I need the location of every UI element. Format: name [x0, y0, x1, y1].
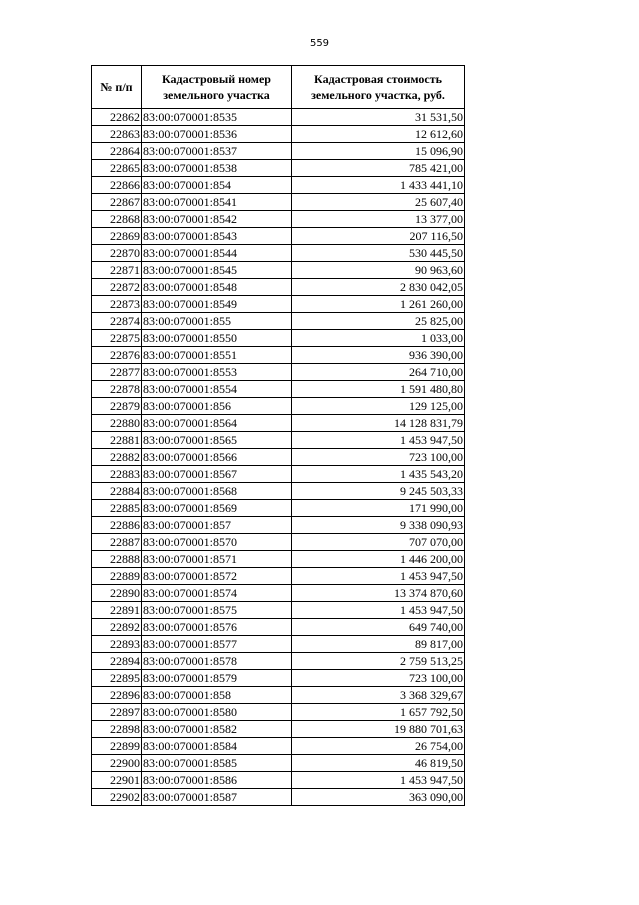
cadastral-cost: 19 880 701,63 [292, 721, 465, 738]
row-number: 22869 [92, 228, 142, 245]
table-row [92, 330, 465, 347]
row-number: 22900 [92, 755, 142, 772]
row-number: 22880 [92, 415, 142, 432]
cadastral-number: 83:00:070001:8584 [142, 738, 292, 755]
cadastral-number: 83:00:070001:8550 [142, 330, 292, 347]
cadastral-number: 83:00:070001:8565 [142, 432, 292, 449]
cadastral-number: 83:00:070001:8536 [142, 126, 292, 143]
table-row [92, 296, 465, 313]
row-number: 22902 [92, 789, 142, 806]
row-number: 22891 [92, 602, 142, 619]
cadastral-number: 83:00:070001:8571 [142, 551, 292, 568]
row-number: 22894 [92, 653, 142, 670]
row-number: 22871 [92, 262, 142, 279]
cadastral-number: 83:00:070001:8570 [142, 534, 292, 551]
table-row [92, 483, 465, 500]
table-row [92, 109, 465, 126]
table-row [92, 364, 465, 381]
row-number: 22899 [92, 738, 142, 755]
row-number: 22863 [92, 126, 142, 143]
table-row [92, 636, 465, 653]
table-row [92, 653, 465, 670]
cadastral-cost: 1 591 480,80 [292, 381, 465, 398]
row-number: 22883 [92, 466, 142, 483]
row-number: 22885 [92, 500, 142, 517]
row-number: 22864 [92, 143, 142, 160]
row-number: 22865 [92, 160, 142, 177]
table-row [92, 177, 465, 194]
cadastral-cost: 2 759 513,25 [292, 653, 465, 670]
cadastral-number: 83:00:070001:8567 [142, 466, 292, 483]
cadastral-number: 83:00:070001:8579 [142, 670, 292, 687]
row-number: 22868 [92, 211, 142, 228]
table-row [92, 160, 465, 177]
cadastral-number: 83:00:070001:8538 [142, 160, 292, 177]
cadastral-number: 83:00:070001:8541 [142, 194, 292, 211]
table-row [92, 534, 465, 551]
cadastral-cost: 171 990,00 [292, 500, 465, 517]
table-row [92, 619, 465, 636]
cadastral-cost: 26 754,00 [292, 738, 465, 755]
cadastral-number: 83:00:070001:8572 [142, 568, 292, 585]
cadastral-value-table [91, 65, 465, 806]
row-number: 22870 [92, 245, 142, 262]
cadastral-number: 83:00:070001:8566 [142, 449, 292, 466]
cadastral-cost: 1 446 200,00 [292, 551, 465, 568]
table-row [92, 398, 465, 415]
row-number: 22901 [92, 772, 142, 789]
row-number: 22876 [92, 347, 142, 364]
cadastral-number: 83:00:070001:8545 [142, 262, 292, 279]
row-number: 22890 [92, 585, 142, 602]
cadastral-cost: 1 261 260,00 [292, 296, 465, 313]
row-number: 22886 [92, 517, 142, 534]
table-row [92, 415, 465, 432]
cadastral-number: 83:00:070001:8537 [142, 143, 292, 160]
cadastral-cost: 13 374 870,60 [292, 585, 465, 602]
row-number: 22892 [92, 619, 142, 636]
cadastral-cost: 707 070,00 [292, 534, 465, 551]
cadastral-cost: 3 368 329,67 [292, 687, 465, 704]
cadastral-cost: 15 096,90 [292, 143, 465, 160]
row-number: 22874 [92, 313, 142, 330]
table-row [92, 432, 465, 449]
cadastral-number: 83:00:070001:8578 [142, 653, 292, 670]
table-row [92, 738, 465, 755]
row-number: 22872 [92, 279, 142, 296]
cadastral-cost: 1 453 947,50 [292, 432, 465, 449]
row-number: 22879 [92, 398, 142, 415]
table-row [92, 704, 465, 721]
table-row [92, 126, 465, 143]
table-row [92, 313, 465, 330]
cadastral-number: 83:00:070001:8575 [142, 602, 292, 619]
cadastral-number: 83:00:070001:8548 [142, 279, 292, 296]
table-row [92, 517, 465, 534]
cadastral-number: 83:00:070001:8585 [142, 755, 292, 772]
cadastral-number: 83:00:070001:8586 [142, 772, 292, 789]
row-number: 22873 [92, 296, 142, 313]
table-row [92, 466, 465, 483]
row-number: 22898 [92, 721, 142, 738]
row-number: 22866 [92, 177, 142, 194]
cadastral-cost: 1 453 947,50 [292, 602, 465, 619]
cadastral-cost: 1 453 947,50 [292, 568, 465, 585]
cadastral-cost: 207 116,50 [292, 228, 465, 245]
table-row [92, 500, 465, 517]
cadastral-number: 83:00:070001:8549 [142, 296, 292, 313]
cadastral-cost: 25 825,00 [292, 313, 465, 330]
table-body [92, 109, 465, 806]
header-cadastral-number: Кадастровый номер земельного участка [142, 66, 292, 109]
row-number: 22875 [92, 330, 142, 347]
cadastral-number: 83:00:070001:8564 [142, 415, 292, 432]
cadastral-cost: 723 100,00 [292, 449, 465, 466]
row-number: 22888 [92, 551, 142, 568]
cadastral-cost: 2 830 042,05 [292, 279, 465, 296]
cadastral-number: 83:00:070001:8551 [142, 347, 292, 364]
cadastral-number: 83:00:070001:8568 [142, 483, 292, 500]
cadastral-cost: 1 453 947,50 [292, 772, 465, 789]
table-row [92, 262, 465, 279]
table-row [92, 228, 465, 245]
cadastral-cost: 25 607,40 [292, 194, 465, 211]
cadastral-cost: 9 245 503,33 [292, 483, 465, 500]
cadastral-number: 83:00:070001:8577 [142, 636, 292, 653]
row-number: 22881 [92, 432, 142, 449]
cadastral-cost: 936 390,00 [292, 347, 465, 364]
cadastral-number: 83:00:070001:857 [142, 517, 292, 534]
row-number: 22896 [92, 687, 142, 704]
cadastral-number: 83:00:070001:855 [142, 313, 292, 330]
cadastral-cost: 264 710,00 [292, 364, 465, 381]
table-row [92, 551, 465, 568]
cadastral-cost: 89 817,00 [292, 636, 465, 653]
cadastral-number: 83:00:070001:8542 [142, 211, 292, 228]
table-row [92, 449, 465, 466]
table-row [92, 602, 465, 619]
cadastral-cost: 363 090,00 [292, 789, 465, 806]
row-number: 22882 [92, 449, 142, 466]
cadastral-cost: 649 740,00 [292, 619, 465, 636]
row-number: 22877 [92, 364, 142, 381]
table-row [92, 347, 465, 364]
row-number: 22867 [92, 194, 142, 211]
cadastral-number: 83:00:070001:856 [142, 398, 292, 415]
table-row [92, 211, 465, 228]
table-row [92, 143, 465, 160]
cadastral-cost: 9 338 090,93 [292, 517, 465, 534]
cadastral-cost: 129 125,00 [292, 398, 465, 415]
cadastral-number: 83:00:070001:8587 [142, 789, 292, 806]
cadastral-number: 83:00:070001:854 [142, 177, 292, 194]
cadastral-cost: 1 657 792,50 [292, 704, 465, 721]
cadastral-cost: 46 819,50 [292, 755, 465, 772]
cadastral-cost: 13 377,00 [292, 211, 465, 228]
cadastral-number: 83:00:070001:8535 [142, 109, 292, 126]
table-row [92, 789, 465, 806]
cadastral-cost: 785 421,00 [292, 160, 465, 177]
row-number: 22878 [92, 381, 142, 398]
row-number: 22897 [92, 704, 142, 721]
row-number: 22889 [92, 568, 142, 585]
header-cadastral-cost: Кадастровая стоимость земельного участка, руб. [292, 66, 465, 109]
cadastral-number: 83:00:070001:8574 [142, 585, 292, 602]
cadastral-number: 83:00:070001:8553 [142, 364, 292, 381]
table-row [92, 568, 465, 585]
cadastral-number: 83:00:070001:858 [142, 687, 292, 704]
cadastral-number: 83:00:070001:8576 [142, 619, 292, 636]
row-number: 22895 [92, 670, 142, 687]
table-row [92, 585, 465, 602]
table-row [92, 245, 465, 262]
table-header-row [92, 66, 465, 109]
cadastral-cost: 31 531,50 [292, 109, 465, 126]
table-row [92, 772, 465, 789]
cadastral-cost: 1 435 543,20 [292, 466, 465, 483]
table-row [92, 194, 465, 211]
cadastral-number: 83:00:070001:8544 [142, 245, 292, 262]
page-number: 559 [309, 38, 330, 49]
cadastral-cost: 723 100,00 [292, 670, 465, 687]
row-number: 22862 [92, 109, 142, 126]
cadastral-cost: 530 445,50 [292, 245, 465, 262]
table-row [92, 381, 465, 398]
cadastral-number: 83:00:070001:8543 [142, 228, 292, 245]
table-row [92, 670, 465, 687]
row-number: 22893 [92, 636, 142, 653]
cadastral-number: 83:00:070001:8569 [142, 500, 292, 517]
header-number: № п/п [92, 66, 142, 109]
cadastral-number: 83:00:070001:8582 [142, 721, 292, 738]
row-number: 22884 [92, 483, 142, 500]
cadastral-number: 83:00:070001:8554 [142, 381, 292, 398]
cadastral-cost: 14 128 831,79 [292, 415, 465, 432]
table-row [92, 721, 465, 738]
row-number: 22887 [92, 534, 142, 551]
table-row [92, 755, 465, 772]
table-row [92, 279, 465, 296]
cadastral-number: 83:00:070001:8580 [142, 704, 292, 721]
table-row [92, 687, 465, 704]
cadastral-cost: 90 963,60 [292, 262, 465, 279]
cadastral-cost: 12 612,60 [292, 126, 465, 143]
cadastral-cost: 1 433 441,10 [292, 177, 465, 194]
cadastral-cost: 1 033,00 [292, 330, 465, 347]
